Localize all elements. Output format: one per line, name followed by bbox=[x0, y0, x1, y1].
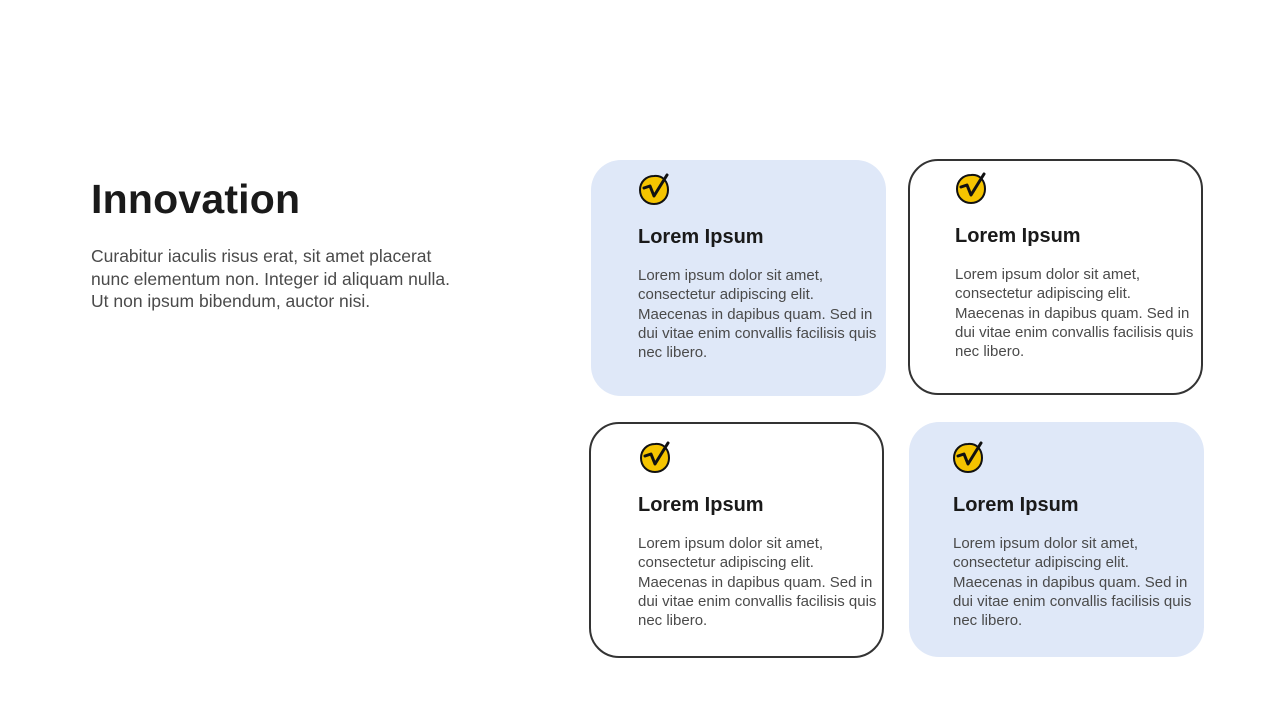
card-title: Lorem Ipsum bbox=[638, 494, 764, 516]
page-title: Innovation bbox=[91, 176, 301, 222]
card-top-left bbox=[591, 160, 886, 396]
card-bottom-left bbox=[589, 422, 884, 658]
card-top-right bbox=[908, 159, 1203, 395]
card-body: Lorem ipsum dolor sit amet, consectetur adipiscing elit. Maecenas in dapibus quam. Sed in dui vitae enim convallis facilisis quis nec libero. bbox=[955, 266, 1194, 361]
check-badge-icon bbox=[638, 440, 674, 476]
card-title: Lorem Ipsum bbox=[638, 226, 764, 248]
card-bottom-right bbox=[909, 422, 1204, 657]
card-body: Lorem ipsum dolor sit amet, consectetur adipiscing elit. Maecenas in dapibus quam. Sed in dui vitae enim convallis facilisis quis nec libero. bbox=[638, 535, 877, 630]
card-body: Lorem ipsum dolor sit amet, consectetur adipiscing elit. Maecenas in dapibus quam. Sed in dui vitae enim convallis facilisis quis nec libero. bbox=[953, 535, 1192, 630]
card-title: Lorem Ipsum bbox=[953, 494, 1079, 516]
intro-paragraph: Curabitur iaculis risus erat, sit amet placerat nunc elementum non. Integer id aliquam nulla. Ut non ipsum bibendum, auctor nisi. bbox=[91, 246, 450, 311]
card-body: Lorem ipsum dolor sit amet, consectetur adipiscing elit. Maecenas in dapibus quam. Sed in dui vitae enim convallis facilisis quis nec libero. bbox=[638, 267, 877, 362]
card-title: Lorem Ipsum bbox=[955, 225, 1081, 247]
check-badge-icon bbox=[954, 171, 990, 207]
check-badge-icon bbox=[951, 440, 987, 476]
check-badge-icon bbox=[637, 172, 673, 208]
